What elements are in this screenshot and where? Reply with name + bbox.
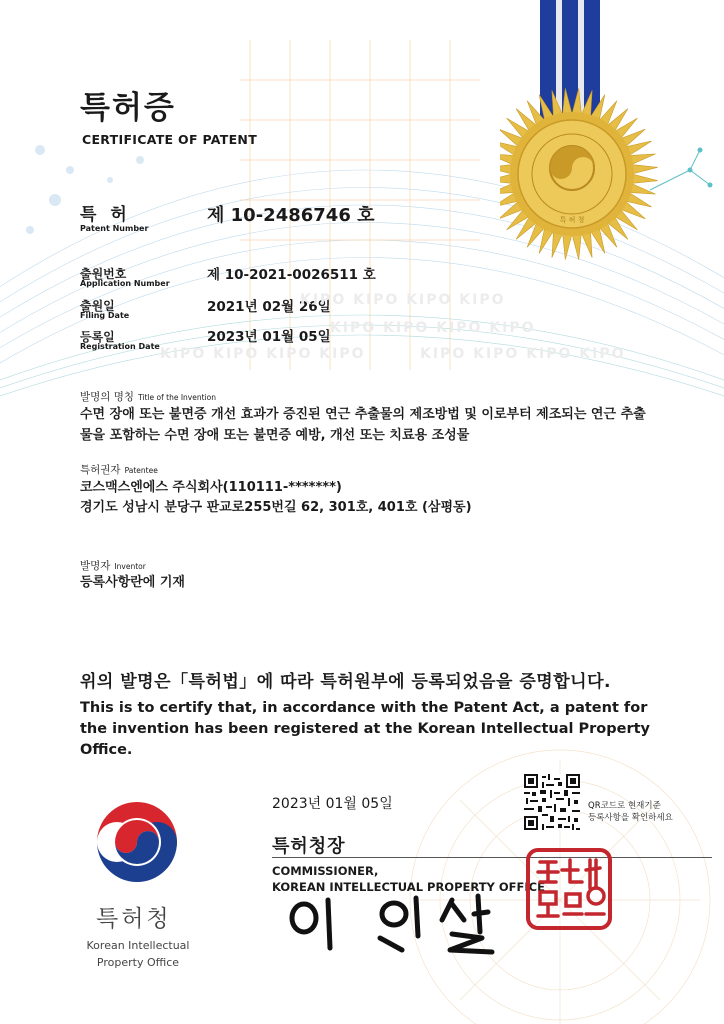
kipo-watermark: KIPO KIPO KIPO KIPO [330,320,536,336]
kipo-watermark: KIPO KIPO KIPO KIPO [300,292,506,308]
kipo-name-english [78,937,198,971]
kipo-watermark: KIPO KIPO KIPO KIPO [160,346,366,362]
patentee-address: 경기도 성남시 분당구 판교로255번길 62, 301호, 401호 (삼평동) [80,500,472,515]
patentee-name: 코스맥스엔에스 주식회사(110111-*******) [80,480,342,495]
kipo-name-korean: 특허청 [96,906,172,932]
commissioner-signature [282,890,512,960]
svg-text:특 허 청: 특 허 청 [559,216,585,224]
invention-title-label-korean: 발명의 명칭 [80,391,135,403]
application-number-value: 제 10-2021-0026511 호 [207,267,376,283]
filing-date-label-english: Filing Date [80,311,130,320]
invention-title-label [80,389,216,404]
patentee-label-korean: 특허권자 [80,464,121,476]
registration-date-label-english: Registration Date [80,342,160,351]
patent-number-label-english: Patent Number [80,224,149,233]
commissioner-title-korean: 특허청장 [272,836,346,857]
inventor-label-english: Inventor [114,562,146,571]
certification-statement-korean: 위의 발명은「특허법」에 따라 특허원부에 등록되었음을 증명합니다. [80,672,611,692]
invention-title-label-english: Title of the Invention [138,393,216,402]
qr-code[interactable] [524,774,580,830]
official-red-stamp [526,848,612,930]
commissioner-title-english-line-2: KOREAN INTELLECTUAL PROPERTY OFFICE [272,880,545,894]
patentee-label-english: Patentee [124,466,158,475]
kipo-name-english-line-1: Korean Intellectual [86,939,190,952]
registration-date-value: 2023년 01월 05일 [207,329,331,345]
commissioner-divider [272,857,712,858]
registration-date-label: 등록일 [80,330,115,344]
application-number-label-english: Application Number [80,279,170,288]
patent-number-label: 특 허 [80,205,131,225]
issue-date: 2023년 01월 05일 [272,796,393,812]
filing-date-value: 2021년 02월 26일 [207,299,331,315]
kipo-logo-icon [93,798,181,888]
filing-date-label: 출원일 [80,299,115,313]
patentee-label [80,462,158,477]
invention-title-line-2: 물을 포함하는 수면 장애 또는 불면증 예방, 개선 또는 치료용 조성물 [80,428,470,443]
inventor-label [80,558,146,573]
inventor-label-korean: 발명자 [80,560,111,572]
commissioner-title-english-line-1: COMMISSIONER, [272,864,379,878]
qr-note-line-2: 등록사항을 확인하세요 [588,813,673,823]
qr-code-note [588,800,673,824]
gold-medal-seal [500,0,700,290]
inventor-value: 등록사항란에 기재 [80,575,185,590]
kipo-watermark: KIPO KIPO KIPO KIPO [420,346,626,362]
application-number-label: 출원번호 [80,267,127,281]
certification-statement-english: This is to certify that, in accordance with the Patent Act, a patent for the invention has been registered at the Korean Intellectual Property Office. [80,700,651,758]
certificate-title-english: CERTIFICATE OF PATENT [82,132,258,147]
kipo-name-english-line-2: Property Office [96,956,180,969]
qr-note-line-1: QR코드로 현재기준 [588,801,661,811]
patent-number-value: 제 10-2486746 호 [207,205,375,226]
certificate-title-korean: 특허증 [80,90,176,126]
invention-title-line-1: 수면 장애 또는 불면증 개선 효과가 증진된 연근 추출물의 제조방법 및 이로부터 제조되는 연근 추출 [80,407,646,422]
